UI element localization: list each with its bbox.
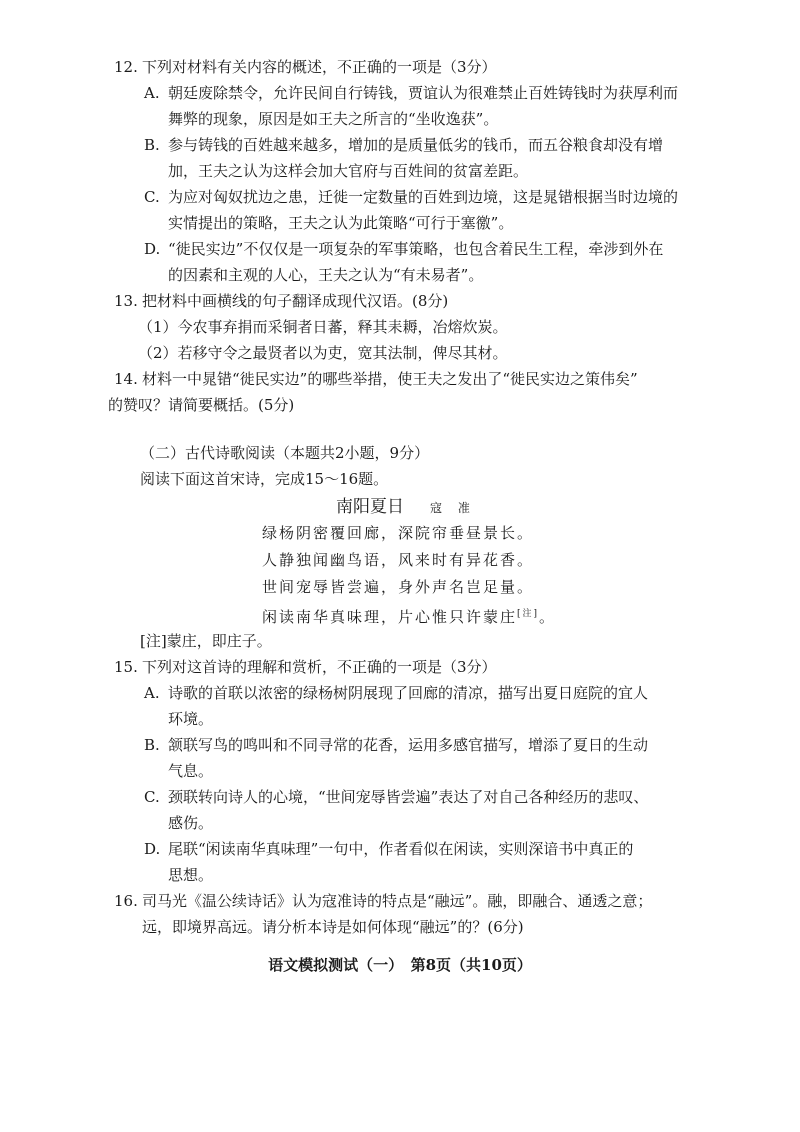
- poem-author: 寇 准: [430, 501, 476, 515]
- poem-line-end: 。: [539, 608, 557, 626]
- question-number: 12.: [114, 58, 138, 76]
- option-line: 气息。: [168, 762, 214, 780]
- question-line: 材料一中晁错“徙民实边”的哪些举措，使王夫之发出了“徙民实边之策伟矣”: [142, 370, 638, 388]
- section-heading: （二）古代诗歌阅读（本题共2小题，9分）: [140, 444, 430, 462]
- option-letter: B.: [144, 736, 160, 754]
- option-line: 加，王夫之认为这样会加大官府与百姓间的贫富差距。: [168, 162, 529, 180]
- question-number: 13.: [114, 292, 138, 310]
- option-letter: A.: [144, 84, 160, 102]
- option-line: 参与铸钱的百姓越来越多，增加的是质量低劣的钱币，而五谷粮食却没有增: [168, 136, 664, 154]
- option-line: 颈联转向诗人的心境，“世间宠辱皆尝遍”表达了对自己各种经历的悲叹、: [168, 788, 649, 806]
- question-number: 15.: [114, 658, 138, 676]
- poem-line-text: 闲读南华真味理，片心惟只许蒙庄: [262, 608, 518, 626]
- option-line: 舞弊的现象，原因是如王夫之所言的“坐收逸获”。: [168, 110, 499, 128]
- option-line: 尾联“闲读南华真味理”一句中，作者看似在闲读，实则深谙书中真正的: [168, 840, 634, 858]
- option-line: “徙民实边”不仅仅是一项复杂的军事策略，也包含着民生工程，牵涉到外在: [168, 240, 664, 258]
- option-letter: C.: [144, 788, 160, 806]
- q13-sentence-2: （2）若移守令之最贤者以为吏，宽其法制，俾尽其材。: [138, 344, 508, 362]
- question-line: 的赞叹？请简要概括。(5分): [108, 396, 295, 414]
- question-stem: 下列对材料有关内容的概述，不正确的一项是（3分）: [142, 58, 497, 76]
- option-letter: B.: [144, 136, 160, 154]
- option-letter: D.: [144, 240, 161, 258]
- page-footer: 语文模拟测试（一） 第8页（共10页）: [268, 956, 532, 974]
- poem-line: 世间宠辱皆尝遍，身外声名岂足量。: [262, 578, 535, 596]
- option-line: 实情提出的策略，王夫之认为此策略“可行于塞徼”。: [168, 214, 514, 232]
- question-number: 14.: [114, 370, 138, 388]
- poem-line: 绿杨阴密覆回廊，深院帘垂昼景长。: [262, 524, 535, 542]
- poem-line-last: [262, 601, 556, 630]
- question-number: 16.: [114, 892, 138, 910]
- option-line: 颔联写鸟的鸣叫和不同寻常的花香，运用多感官描写，增添了夏日的生动: [168, 736, 649, 754]
- question-stem: 下列对这首诗的理解和赏析，不正确的一项是（3分）: [142, 658, 497, 676]
- option-line: 为应对匈奴扰边之患，迁徙一定数量的百姓到边境，这是晁错根据当时边境的: [168, 188, 679, 206]
- question-line: 远，即境界高远。请分析本诗是如何体现“融远”的？(6分): [142, 918, 524, 936]
- question-stem: 把材料中画横线的句子翻译成现代汉语。(8分): [142, 292, 449, 310]
- poem-title: 南阳夏日: [336, 497, 404, 517]
- option-letter: C.: [144, 188, 160, 206]
- question-line: 司马光《温公续诗话》认为寇准诗的特点是“融远”。融，即融合、通透之意；: [142, 892, 653, 910]
- option-line: 思想。: [168, 866, 214, 884]
- q13-sentence-1: （1）今农事弃捐而采铜者日蕃，释其耒耨，冶熔炊炭。: [138, 318, 508, 336]
- poem-annotation: [注]蒙庄，即庄子。: [140, 632, 272, 650]
- section-instruction: 阅读下面这首宋诗，完成15～16题。: [140, 470, 389, 488]
- option-letter: A.: [144, 684, 160, 702]
- option-line: 的因素和主观的人心，王夫之认为“有未易者”。: [168, 266, 484, 284]
- poem-line: 人静独闻幽鸟语，风来时有异花香。: [262, 551, 535, 569]
- option-line: 诗歌的首联以浓密的绿杨树阴展现了回廊的清凉，描写出夏日庭院的宜人: [168, 684, 649, 702]
- option-line: 感伤。: [168, 814, 214, 832]
- note-mark: [注]: [517, 609, 540, 619]
- option-line: 环境。: [168, 710, 214, 728]
- option-line: 朝廷废除禁令，允许民间自行铸钱，贾谊认为很难禁止百姓铸钱时为获厚利而: [168, 84, 679, 102]
- option-letter: D.: [144, 840, 161, 858]
